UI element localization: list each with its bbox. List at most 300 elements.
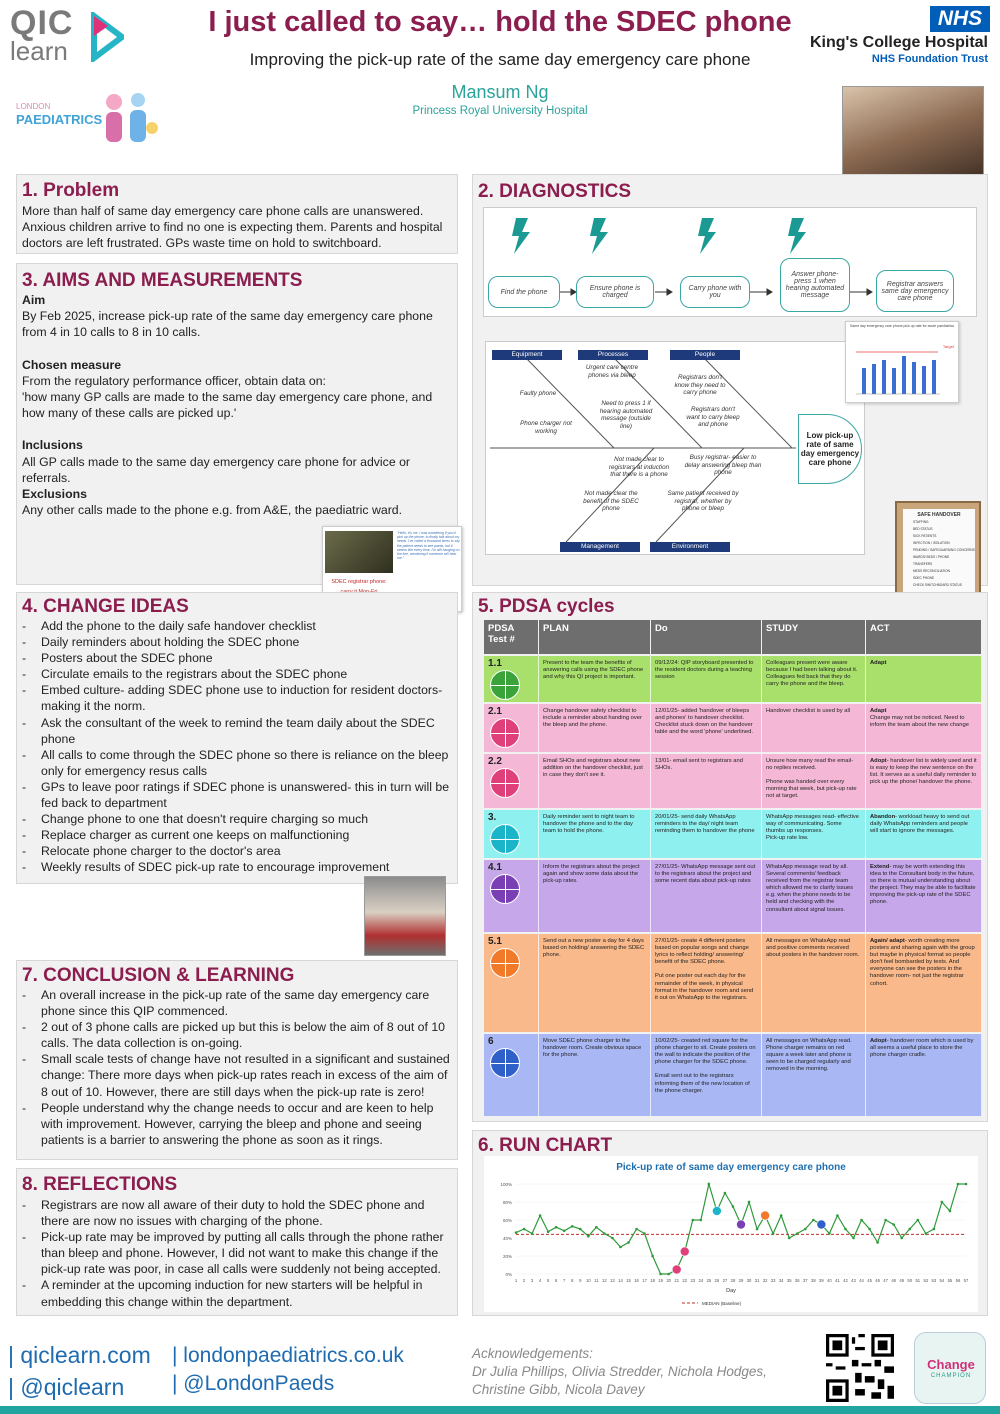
data-point xyxy=(595,1226,598,1229)
pdsa-plan-cell: Change handover safety checklist to include a reminder about handing over the bleep and the phone. xyxy=(539,704,651,752)
problem-text: More than half of same day emergency care phone calls are unanswered. Anxious children arrive to find no one is expecting them. Parents and hospital doctors are left frustrated. GPs waste time on hold to switchboard. xyxy=(22,204,443,251)
data-point xyxy=(531,1232,534,1235)
poster-title: I just called to say… hold the SDEC phone xyxy=(208,6,792,38)
category-equipment: Equipment xyxy=(492,350,562,360)
learn-logo-text: learn xyxy=(10,36,68,66)
x-tick-label: 57 xyxy=(963,1278,969,1283)
x-tick-label: 42 xyxy=(843,1278,848,1283)
pdsa-marker xyxy=(672,1265,681,1274)
pdsa-test-cell xyxy=(484,810,539,858)
pdsa-row xyxy=(484,754,982,808)
qic-logo-text: QIC xyxy=(10,4,74,42)
data-point xyxy=(868,1228,871,1231)
play-icon xyxy=(90,12,124,62)
x-tick-label: 26 xyxy=(714,1278,720,1283)
data-point xyxy=(756,1228,759,1231)
data-point xyxy=(651,1255,654,1258)
data-point xyxy=(700,1219,703,1222)
data-point xyxy=(908,1228,911,1231)
pdsa-test-number: 1.1 xyxy=(488,658,502,669)
pdsa-study-cell: Unsure how many read the email- no replies received. Phone was handed over every morning that week, but pick-up rate not at target. xyxy=(762,754,866,808)
pdsa-plan-cell: Daily reminder sent to night team to handover the phone and to the day team to hold the phone. xyxy=(539,810,651,858)
pdsa-row xyxy=(484,704,982,752)
data-point xyxy=(539,1214,542,1217)
x-tick-label: 17 xyxy=(642,1278,647,1283)
list-item: - Daily reminders about holding the SDEC phone xyxy=(22,634,452,650)
x-tick-label: 49 xyxy=(899,1278,905,1283)
footer-bar xyxy=(0,1406,1000,1414)
x-tick-label: 13 xyxy=(610,1278,615,1283)
x-tick-label: 50 xyxy=(907,1278,913,1283)
x-tick-label: 21 xyxy=(674,1278,680,1283)
pdsa-cycle-icon xyxy=(490,670,520,700)
run-chart-title: 6. RUN CHART xyxy=(478,1135,613,1156)
pdsa-cycle-icon xyxy=(490,1048,520,1078)
x-tick-label: 1 xyxy=(514,1278,518,1283)
pdsa-act-cell: Adopt- handover list is widely used and it is easy to keep the new sentence on the list. It serves as a useful daily reminder to pick up the phone/ handover the phone. xyxy=(866,754,982,808)
exclusions-text: Any other calls made to the phone e.g. from A&E, the paediatric ward. xyxy=(22,503,403,518)
x-tick-label: 51 xyxy=(915,1278,921,1283)
aim-text: By Feb 2025, increase pick-up rate of the same day emergency care phone from 4 in 10 calls to 8 in 10 calls. xyxy=(22,309,433,340)
acknowledgements-line2: Christine Gibb, Nicola Davey xyxy=(472,1382,645,1397)
x-tick-label: 19 xyxy=(658,1278,663,1283)
y-tick-label: 60% xyxy=(502,1218,512,1223)
qiclearn-link[interactable]: | qiclearn.com xyxy=(8,1342,151,1368)
x-tick-label: 7 xyxy=(563,1278,566,1283)
pdsa-header-act: ACT xyxy=(866,620,982,654)
lp-logo-line2: PAEDIATRICS xyxy=(16,112,103,127)
x-tick-label: 29 xyxy=(738,1278,744,1283)
change-ideas-list xyxy=(22,618,452,876)
cause-press-1: Need to press 1 if hearing automated message (outside line) xyxy=(599,400,653,430)
pdsa-act-cell: Adapt Change may not be noticed. Need to inform the team about the new change xyxy=(866,704,982,752)
handover-title: SAFE HANDOVER xyxy=(917,512,961,518)
y-tick-label: 80% xyxy=(502,1200,512,1205)
data-point xyxy=(796,1232,799,1235)
data-point xyxy=(965,1183,968,1186)
poster-card-photo xyxy=(325,531,393,573)
pdsa-test-number: 3. xyxy=(488,812,497,823)
pdsa-cycle-icon xyxy=(490,768,520,798)
pdsa-marker xyxy=(737,1220,746,1229)
mini-chart-bars xyxy=(850,334,956,398)
y-tick-label: 100% xyxy=(500,1182,512,1187)
x-tick-label: 2 xyxy=(522,1278,526,1283)
pdsa-plan-cell: Present to the team the benefits of answering calls using the SDEC phone and why this QI project is important. xyxy=(539,656,651,702)
badge-line1: Change xyxy=(927,1357,975,1372)
x-tick-label: 25 xyxy=(706,1278,712,1283)
pdsa-row xyxy=(484,934,982,1032)
x-tick-label: 32 xyxy=(762,1278,768,1283)
data-point xyxy=(900,1237,903,1240)
measure-heading: Chosen measure xyxy=(22,357,122,372)
list-item: - 2 out of 3 phone calls are picked up but this is below the aim of 8 out of 10 calls. The data collection is on-going. xyxy=(22,1019,452,1051)
x-tick-label: 54 xyxy=(939,1278,945,1283)
data-point xyxy=(780,1214,783,1217)
x-tick-label: 11 xyxy=(594,1278,599,1283)
x-tick-label: 39 xyxy=(819,1278,824,1283)
x-tick-label: 41 xyxy=(835,1278,840,1283)
data-point xyxy=(876,1241,879,1244)
x-tick-label: 37 xyxy=(802,1278,808,1283)
pdsa-test-cell xyxy=(484,754,539,808)
data-point xyxy=(852,1237,855,1240)
pdsa-act-cell: Adapt xyxy=(866,656,982,702)
data-point xyxy=(941,1201,944,1204)
data-point xyxy=(836,1214,839,1217)
legend-median-label: MEDIAN (Baseline) xyxy=(702,1301,742,1306)
pdsa-cycle-icon xyxy=(490,874,520,904)
mini-bar-chart xyxy=(845,321,959,403)
x-tick-label: 23 xyxy=(690,1278,696,1283)
pdsa-study-cell: WhatsApp messages read- effective way of communicating. Some thumbs up responses. Pick-up rate low. xyxy=(762,810,866,858)
pdsa-study-cell: Handover checklist is used by all xyxy=(762,704,866,752)
handover-item: CHECK SWITCHBOARD STATUS xyxy=(913,583,962,587)
list-item: - Registrars are now all aware of their duty to hold the SDEC phone and there are now no issues with charging of the phone. xyxy=(22,1197,452,1229)
pdsa-marker xyxy=(680,1247,689,1256)
pdsa-do-cell: 12/01/25- added 'handover of bleeps and phones' to handover checklist. Checklist stuck down on the handover table and the word 'phone' underlined. xyxy=(651,704,762,752)
change-champion-badge xyxy=(914,1332,986,1404)
pdsa-do-cell: 27/01/25- WhatsApp message sent out to the registrars about the project and some recent data about pick-up rates xyxy=(651,860,762,932)
x-tick-label: 33 xyxy=(770,1278,776,1283)
list-item: - Change phone to one that doesn't require charging so much xyxy=(22,811,452,827)
data-point xyxy=(812,1219,815,1222)
pdsa-study-cell: Colleagues present were aware because I had been talking about it. Colleagues fed back that they do carry the phone and the bleep. xyxy=(762,656,866,702)
data-point xyxy=(748,1201,751,1204)
pdsa-plan-cell: Email SHOs and registrars about new addition on the handover checklist, just in case they don't see it. xyxy=(539,754,651,808)
pdsa-act-cell: Abandon- workload heavy to send out daily WhatsApp reminders and people will start to ignore the messages. xyxy=(866,810,982,858)
list-item: - All calls to come through the SDEC phone so there is reliance on the bleep only for emergency resus calls xyxy=(22,747,452,779)
x-tick-label: 12 xyxy=(602,1278,607,1283)
poster-card-quote: "Hello, it's me. I was wondering if you'd pick up the phone, to finally talk about my needs. I've called a thousand times to say the patient needs to see paeds, but it seems like every time, I'm still hanging on the line, wondering if someone will hear me." xyxy=(397,531,460,561)
category-environment: Environment xyxy=(650,542,730,552)
data-point xyxy=(579,1228,582,1231)
process-flow xyxy=(483,207,977,317)
x-tick-label: 55 xyxy=(947,1278,953,1283)
x-tick-label: 3 xyxy=(530,1278,534,1283)
x-tick-label: 34 xyxy=(778,1278,784,1283)
children-illustration-icon xyxy=(94,88,164,158)
list-item: - An overall increase in the pick-up rate of the same day emergency care phone since this QIP commenced. xyxy=(22,987,452,1019)
inclusions-text: All GP calls made to the same day emergency care phone for advice or referrals. xyxy=(22,454,411,485)
problem-panel xyxy=(16,174,458,254)
measure-text: From the regulatory performance officer, obtain data on: xyxy=(22,373,326,388)
x-tick-label: 35 xyxy=(786,1278,792,1283)
list-item: - People understand why the change needs to occur and are keen to help with improvement. However, carrying the bleep and phone and seeing patients is a barrier to answering the phone as soon as it rings. xyxy=(22,1100,452,1148)
pdsa-marker xyxy=(761,1211,770,1220)
reflections-title: 8. REFLECTIONS xyxy=(22,1174,178,1195)
list-item: - Embed culture- adding SDEC phone use to induction for resident doctors- making it the norm. xyxy=(22,682,452,714)
pdsa-test-number: 4.1 xyxy=(488,862,502,873)
category-people: People xyxy=(670,350,740,360)
data-point xyxy=(523,1228,526,1231)
acknowledgements-heading: Acknowledgements: xyxy=(472,1346,593,1361)
data-point xyxy=(571,1225,574,1228)
data-point xyxy=(804,1228,807,1231)
x-tick-label: 4 xyxy=(538,1278,542,1283)
flow-step-registrar-answers: Registrar answers same day emergency care phone xyxy=(876,270,954,312)
acknowledgements-line1: Dr Julia Phillips, Olivia Stredder, Nichola Hodges, xyxy=(472,1364,767,1379)
data-point xyxy=(788,1237,791,1240)
data-point xyxy=(933,1228,936,1231)
pdsa-cycle-icon xyxy=(490,948,520,978)
pdsa-test-cell xyxy=(484,934,539,1032)
list-item: - Small scale tests of change have not resulted in a significant and sustained change: There more days when pick-up rates reach in excess of the aim of 8 out of 10. However, there are still days when the pick-up rate is zero! xyxy=(22,1051,452,1099)
data-point xyxy=(916,1219,919,1222)
x-tick-label: 24 xyxy=(698,1278,704,1283)
pdsa-rows xyxy=(484,656,982,1116)
pdsa-test-number: 2.2 xyxy=(488,756,502,767)
pdsa-test-cell xyxy=(484,860,539,932)
data-point xyxy=(860,1219,863,1222)
cause-not-clear-induction: Not made clear to registrars at induction that there is a phone xyxy=(608,456,670,478)
handover-item: INFECTION / ISOLATION xyxy=(913,541,950,545)
author-institution: Princess Royal University Hospital xyxy=(412,105,588,117)
cause-charger-not-working: Phone charger not working xyxy=(520,420,572,435)
pdsa-row xyxy=(484,656,982,702)
x-tick-label: 15 xyxy=(626,1278,631,1283)
pdsa-do-cell: 13/01- email sent to registrars and SHOs. xyxy=(651,754,762,808)
pdsa-study-cell: WhatsApp message read by all. Several comments/ feedback received from the registrar team which allowed me to clarify issues e.g. when the phone needs to be held and checking with the consultant about signal issues. xyxy=(762,860,866,932)
x-tick-label: 10 xyxy=(585,1278,591,1283)
y-tick-label: 40% xyxy=(502,1236,512,1241)
run-chart-heading: Pick-up rate of same day emergency care phone xyxy=(616,1162,846,1173)
x-tick-label: 18 xyxy=(650,1278,655,1283)
pdsa-plan-cell: Move SDEC phone charger to the handover room. Create obvious space for the phone. xyxy=(539,1034,651,1116)
pdsa-header-do: Do xyxy=(651,620,762,654)
qiclearn-twitter-link[interactable]: | @qiclearn xyxy=(8,1374,125,1400)
x-tick-label: 30 xyxy=(746,1278,752,1283)
x-tick-label: 16 xyxy=(634,1278,639,1283)
data-point xyxy=(724,1192,727,1195)
inclusions-heading: Inclusions xyxy=(22,438,83,453)
pdsa-do-cell: 27/01/25- create 4 different posters based on popular songs and change lyrics to reflect holding/ answering/ benefit of the SDEC phone. Put one poster out each day for the remainder of the week, in physical format in the handover room and send it out on WhatsApp to the registrars. xyxy=(651,934,762,1032)
data-point xyxy=(892,1223,895,1226)
pdsa-row xyxy=(484,860,982,932)
pdsa-do-cell: 09/12/24: QIP storyboard presented to the resident doctors during a teaching session xyxy=(651,656,762,702)
data-point xyxy=(925,1232,928,1235)
conclusion-panel xyxy=(16,960,458,1160)
pdsa-test-number: 2.1 xyxy=(488,706,502,717)
pdsa-do-cell: 20/01/25- send daily WhatsApp reminders to the day/ night team reminding them to handover the phone xyxy=(651,810,762,858)
cause-dont-want-carry: Registrars don't want to carry bleep and phone xyxy=(686,406,740,428)
pdsa-act-cell: Again/ adapt- worth creating more posters and sharing again with the group but maybe in physical format so people don't feel bombarded by texts. And everyone can see the posters in the handover room- not just the registrar cohort. xyxy=(866,934,982,1032)
x-tick-label: 44 xyxy=(859,1278,864,1283)
handover-item: MEDS RECONCILIATION xyxy=(913,569,950,573)
x-tick-label: 6 xyxy=(555,1278,558,1283)
cause-busy-registrar: Busy registrar- easier to delay answering bleep than phone xyxy=(684,454,762,476)
handover-item: SICK PATIENTS xyxy=(913,534,937,538)
list-item: - GPs to leave poor ratings if SDEC phone is unanswered- this in turn will be fed back to department xyxy=(22,779,452,811)
london-paediatrics-link[interactable]: | londonpaediatrics.co.uk xyxy=(172,1344,404,1367)
list-item: - Circulate emails to the registrars about the SDEC phone xyxy=(22,666,452,682)
lp-logo-line1: LONDON xyxy=(16,102,51,111)
x-tick-label: 14 xyxy=(618,1278,623,1283)
poster-card-line1: SDEC registrar phone: xyxy=(331,579,387,585)
pdsa-header-plan: PLAN xyxy=(539,620,651,654)
author-name: Mansum Ng xyxy=(451,82,549,102)
pdsa-cycle-icon xyxy=(490,718,520,748)
conclusion-title: 7. CONCLUSION & LEARNING xyxy=(22,965,295,986)
nhs-logo: NHS xyxy=(930,6,990,32)
list-item: - Weekly results of SDEC pick-up rate to encourage improvement xyxy=(22,859,452,875)
data-point xyxy=(587,1235,590,1238)
list-item: - Relocate phone charger to the doctor's area xyxy=(22,843,452,859)
x-tick-label: 53 xyxy=(931,1278,937,1283)
qic-learn-logo xyxy=(10,4,130,68)
data-point xyxy=(515,1231,518,1234)
x-tick-label: 22 xyxy=(682,1278,688,1283)
flow-step-charge-phone: Ensure phone is charged xyxy=(576,276,654,308)
aim-heading: Aim xyxy=(22,293,46,307)
data-point xyxy=(732,1205,735,1208)
change-ideas-panel xyxy=(16,592,458,884)
x-tick-label: 20 xyxy=(666,1278,672,1283)
pdsa-header-row xyxy=(484,620,982,654)
pdsa-marker xyxy=(817,1220,826,1229)
pdsa-study-cell: All messages on WhatsApp read. Phone charger remains on red square a week later and phone is seen to be charged regularly and removed in the morning. xyxy=(762,1034,866,1116)
category-processes: Processes xyxy=(578,350,648,360)
phone-charger-photo xyxy=(364,876,446,956)
pdsa-cycle-icon xyxy=(490,824,520,854)
x-tick-label: 46 xyxy=(875,1278,880,1283)
pdsa-title: 5. PDSA cycles xyxy=(478,596,615,617)
cause-urgent-care-bleep: Urgent care centre phones via bleep xyxy=(585,364,639,379)
x-tick-label: 9 xyxy=(579,1278,582,1283)
pdsa-plan-cell: Inform the registrars about the project again and show some data about the pick-up rates. xyxy=(539,860,651,932)
data-point xyxy=(563,1230,566,1233)
pdsa-test-cell xyxy=(484,656,539,702)
problem-title: 1. Problem xyxy=(22,180,120,201)
reflections-panel xyxy=(16,1168,458,1316)
pdsa-table xyxy=(484,620,982,1116)
flow-step-carry-phone: Carry phone with you xyxy=(680,276,750,308)
list-item: - A reminder at the upcoming induction for new starters will be helpful in embedding this change within the department. xyxy=(22,1277,452,1309)
pdsa-test-cell xyxy=(484,704,539,752)
pdsa-test-number: 5.1 xyxy=(488,936,502,947)
x-tick-label: 48 xyxy=(891,1278,897,1283)
data-point xyxy=(635,1228,638,1231)
data-point xyxy=(667,1273,670,1276)
x-tick-label: 47 xyxy=(883,1278,888,1283)
data-point xyxy=(708,1183,711,1186)
list-item: - Posters about the SDEC phone xyxy=(22,650,452,666)
x-tick-label: 27 xyxy=(722,1278,728,1283)
x-tick-label: 36 xyxy=(794,1278,800,1283)
data-point xyxy=(828,1232,831,1235)
handover-item: SDEC PHONE xyxy=(913,576,935,580)
data-point xyxy=(627,1241,630,1244)
data-point xyxy=(643,1232,646,1235)
fishbone-head: Low pick-up rate of same day emergency care phone xyxy=(798,414,862,484)
handover-item: BED STATUS xyxy=(913,527,933,531)
x-axis-label: Day xyxy=(726,1288,736,1294)
pdsa-header-test: PDSA Test # xyxy=(484,620,539,654)
x-tick-label: 52 xyxy=(923,1278,929,1283)
run-chart-svg xyxy=(484,1156,978,1312)
cause-dont-know-carry: Registrars don't know they need to carry phone xyxy=(674,374,726,396)
data-point xyxy=(547,1230,550,1233)
cause-same-patient: Same patient received by registrar, whether by phone or bleep xyxy=(667,490,739,512)
mini-chart-legend: Target xyxy=(942,344,954,349)
x-tick-label: 8 xyxy=(571,1278,574,1283)
pdsa-plan-cell: Send out a new poster a day for 4 days based on holding/ answering the SDEC phone. xyxy=(539,934,651,1032)
y-tick-label: 20% xyxy=(502,1254,512,1259)
aims-title: 3. AIMS AND MEASUREMENTS xyxy=(22,270,303,291)
pdsa-test-cell xyxy=(484,1034,539,1116)
trust-name: King's College Hospital xyxy=(809,34,988,51)
pdsa-study-cell: All messages on WhatsApp read and positive comments received about posters in the handover room. xyxy=(762,934,866,1032)
category-management: Management xyxy=(560,542,640,552)
badge-line2: CHAMPION xyxy=(930,1373,972,1379)
data-point xyxy=(957,1183,960,1186)
x-tick-label: 40 xyxy=(827,1278,832,1283)
londonpaeds-twitter-link[interactable]: | @LondonPaeds xyxy=(172,1372,335,1395)
cause-faulty-phone: Faulty phone xyxy=(519,390,557,397)
mini-chart-title: Same day emergency care phone pick up rate for acute paediatrics xyxy=(850,324,955,328)
data-point xyxy=(844,1228,847,1231)
reflections-list xyxy=(22,1197,452,1310)
pdsa-test-number: 6 xyxy=(488,1036,494,1047)
measure-quote: 'how many GP calls are made to the same day emergency care phone, and how many of these calls are picked up.' xyxy=(22,390,433,421)
data-point xyxy=(884,1219,887,1222)
list-item: - Ask the consultant of the week to remind the team daily about the SDEC phone xyxy=(22,715,452,747)
cause-not-clear-benefit: Not made clear the benefit of the SDEC phone xyxy=(583,490,639,512)
handover-item: STAFFING xyxy=(913,520,929,524)
pdsa-act-cell: Extend- may be worth extending this idea to the Consultant body in the future, so there is mutual understanding about the project. They may be able to facilitate improving the pick-up rate of the SDEC phone. xyxy=(866,860,982,932)
pdsa-row xyxy=(484,1034,982,1116)
pdsa-row xyxy=(484,810,982,858)
x-tick-label: 45 xyxy=(867,1278,872,1283)
handover-item: WARDS/ BEDS / PHONE xyxy=(913,555,950,559)
qr-code-icon[interactable] xyxy=(826,1334,894,1402)
conclusion-list xyxy=(22,987,452,1148)
woman-on-phone-photo xyxy=(842,86,984,184)
exclusions-heading: Exclusions xyxy=(22,487,87,502)
diagnostics-title: 2. DIAGNOSTICS xyxy=(478,181,632,202)
x-tick-label: 43 xyxy=(851,1278,856,1283)
handover-item: PENDING / SAFEGUARDING CONCERNS xyxy=(913,548,975,552)
data-point xyxy=(691,1219,694,1222)
x-tick-label: 31 xyxy=(754,1278,760,1283)
data-point xyxy=(611,1237,614,1240)
fishbone-diagram xyxy=(485,341,865,555)
x-tick-label: 5 xyxy=(546,1278,550,1283)
handover-item: TRANSFERS xyxy=(913,562,933,566)
run-chart xyxy=(484,1156,978,1312)
diagnostics-panel xyxy=(472,174,988,586)
x-tick-label: 38 xyxy=(810,1278,816,1283)
pdsa-act-cell: Adopt- handover room which is used by all seems a useful place to store the phone charger cradle. xyxy=(866,1034,982,1116)
list-item: - Replace charger as current one keeps on malfunctioning xyxy=(22,827,452,843)
x-tick-label: 56 xyxy=(955,1278,961,1283)
data-point xyxy=(949,1210,952,1213)
data-point xyxy=(603,1232,606,1235)
x-tick-label: 28 xyxy=(730,1278,736,1283)
pdsa-header-study: STUDY xyxy=(762,620,866,654)
data-point xyxy=(659,1273,662,1276)
pdsa-do-cell: 10/02/25- created red square for the phone charger to sit. Create posters on the wall to indicate the position of the phone charger for the SDEC phone. Email sent out to the registrars informing them of the new location of the phone charger. xyxy=(651,1034,762,1116)
flow-step-find-phone: Find the phone xyxy=(488,276,560,308)
poster-subtitle: Improving the pick-up rate of the same day emergency care phone xyxy=(249,50,751,69)
pdsa-marker xyxy=(712,1207,721,1216)
y-tick-label: 0% xyxy=(505,1272,512,1277)
data-point xyxy=(619,1246,622,1249)
list-item: - Add the phone to the daily safe handover checklist xyxy=(22,618,452,634)
flow-step-answer-phone: Answer phone- press 1 when hearing automated message xyxy=(780,258,850,312)
change-ideas-title: 4. CHANGE IDEAS xyxy=(22,596,189,617)
list-item: - Pick-up rate may be improved by putting all calls through the phone rather than bleep and phone. However, I did not want to make this change if the pick-up rate was poor, in case all calls were suddenly not being accepted. xyxy=(22,1229,452,1277)
